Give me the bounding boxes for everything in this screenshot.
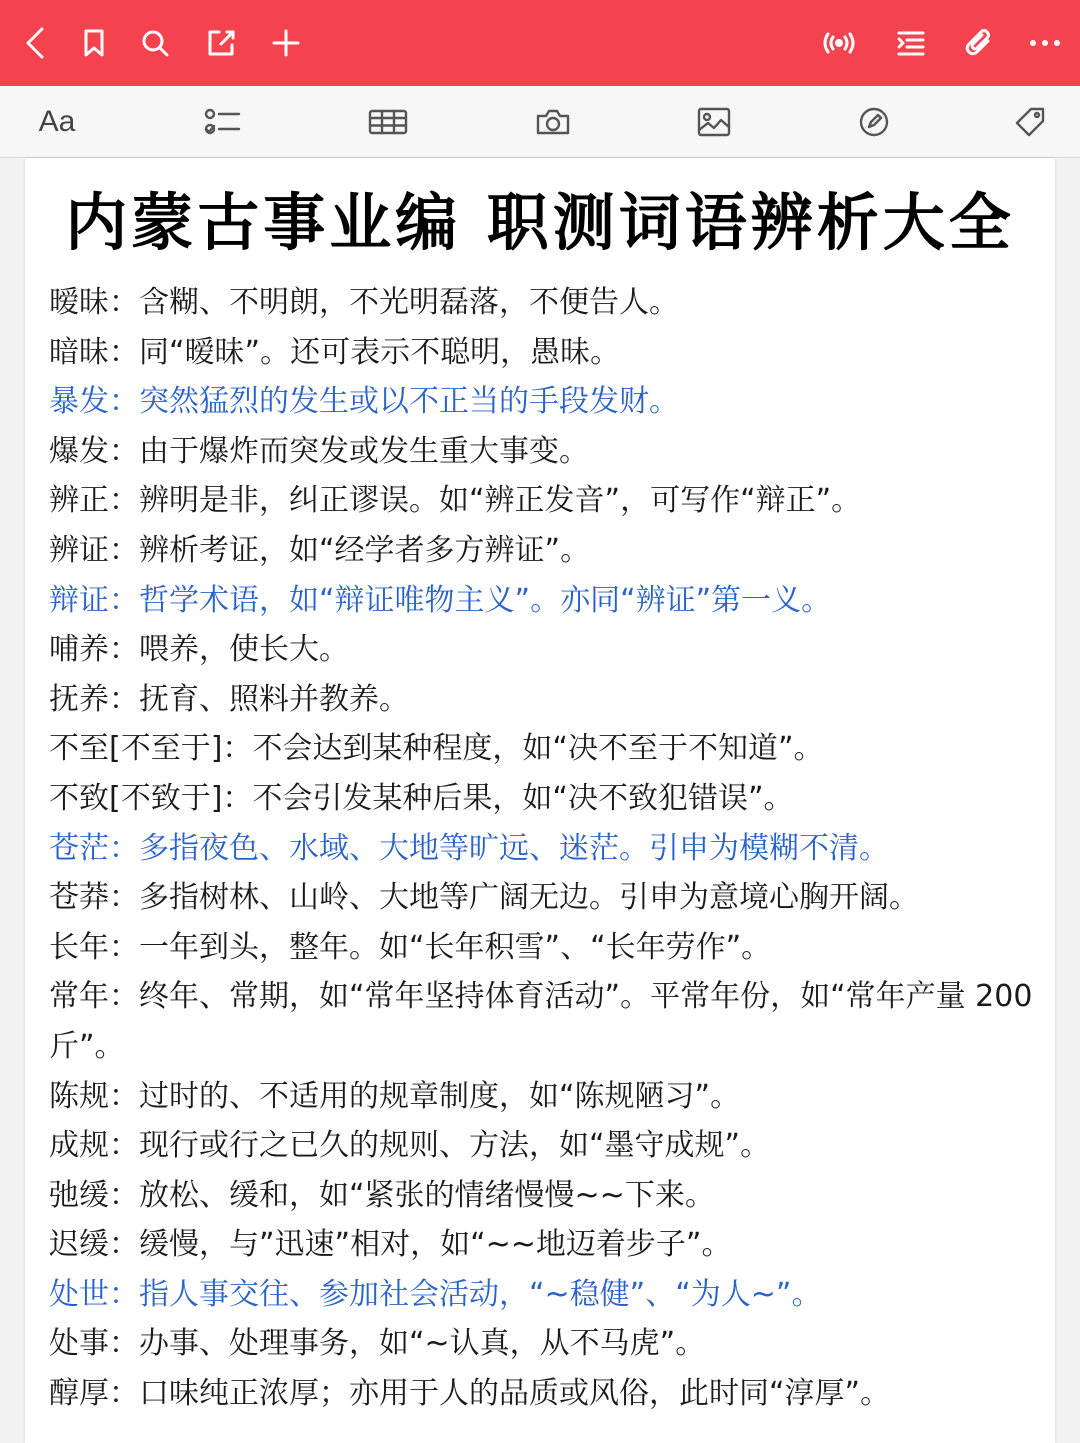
term-entry: 弛缓：放松、缓和，如“紧张的情绪慢慢~~下来。 [49, 1177, 715, 1213]
attachment-icon[interactable] [958, 22, 1000, 64]
format-toolbar [0, 86, 1080, 158]
term-entry: 成规：现行或行之已久的规则、方法，如“墨守成规”。 [49, 1128, 771, 1164]
term-entry: 辨证：辨析考证，如“经学者多方辨证”。 [49, 532, 591, 568]
image-icon[interactable] [692, 100, 736, 144]
term-entry: 辩证：哲学术语，如“辩证唯物主义”。亦同“辨证”第一义。 [49, 582, 832, 618]
term-entry: 暴发：突然猛烈的发生或以不正当的手段发财。 [49, 384, 679, 420]
term-entry: 处世：指人事交往、参加社会活动，“~稳健”、“为人~”。 [49, 1276, 822, 1312]
tag-icon[interactable] [1008, 100, 1052, 144]
term-entry: 醇厚：口味纯正浓厚；亦用于人的品质或风俗，此时同“淳厚”。 [49, 1376, 891, 1412]
more-icon[interactable] [1024, 22, 1066, 64]
term-entry: 陈规：过时的、不适用的规章制度，如“陈规陋习”。 [49, 1078, 741, 1114]
term-entry: 苍莽：多指树林、山岭、大地等广阔无边。引申为意境心胸开阔。 [49, 880, 919, 916]
term-entry: 长年：一年到头，整年。如“长年积雪”、“长年劳作”。 [49, 929, 772, 965]
term-entry: 不至[不至于]：不会达到某种程度，如“决不至于不知道”。 [49, 731, 824, 767]
font-icon[interactable] [34, 100, 80, 144]
edit-icon[interactable] [200, 22, 242, 64]
note-title: 内蒙古事业编 职测词语辨析大全 [65, 186, 1015, 259]
note-body [49, 278, 1039, 1419]
note-editor[interactable] [25, 158, 1055, 1443]
term-entry: 暧昧：含糊、不明朗，不光明磊落，不便告人。 [49, 285, 679, 320]
term-entry: 爆发：由于爆炸而突发或发生重大事变。 [49, 433, 589, 469]
term-entry: 常年：终年、常期，如“常年坚持体育活动”。平常年份，如“常年产量 200 斤”。 [49, 979, 1033, 1064]
pen-icon[interactable] [852, 100, 896, 144]
back-icon[interactable] [14, 22, 56, 64]
term-entry: 辨正：辨明是非，纠正谬误。如“辨正发音”，可写作“辩正”。 [49, 483, 862, 519]
term-entry: 不致[不致于]：不会引发某种后果，如“决不致犯错误”。 [49, 780, 794, 816]
top-app-bar [0, 0, 1080, 86]
term-entry: 哺养：喂养，使长大。 [49, 632, 349, 668]
outline-icon[interactable] [890, 22, 932, 64]
checklist-icon[interactable] [200, 100, 244, 144]
term-entry: 处事：办事、处理事务，如“~认真，从不马虎”。 [49, 1326, 706, 1362]
search-icon[interactable] [134, 22, 176, 64]
camera-icon[interactable] [531, 100, 575, 144]
term-entry: 暗昧：同“暧昧”。还可表示不聪明，愚昧。 [49, 334, 621, 370]
plus-icon[interactable] [265, 22, 307, 64]
table-icon[interactable] [366, 100, 410, 144]
term-entry: 抚养：抚育、照料并教养。 [49, 681, 409, 717]
broadcast-icon[interactable] [818, 22, 860, 64]
term-entry: 苍茫：多指夜色、水域、大地等旷远、迷茫。引申为模糊不清。 [49, 830, 889, 866]
term-entry: 迟缓：缓慢，与”迅速”相对，如“~~地迈着步子”。 [49, 1227, 732, 1263]
font-button-label: Aa [38, 105, 76, 138]
bookmark-icon[interactable] [73, 22, 115, 64]
